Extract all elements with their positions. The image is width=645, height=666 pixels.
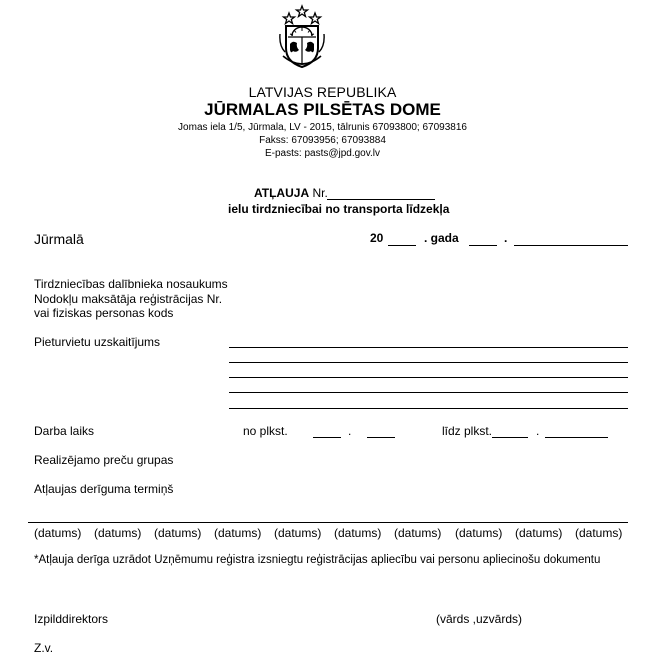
stops-line[interactable] bbox=[229, 377, 628, 378]
stops-list-label: Pieturvietu uzskaitījums bbox=[34, 335, 161, 349]
month-line[interactable] bbox=[514, 245, 628, 246]
day-line[interactable] bbox=[469, 245, 497, 246]
working-hours-label: Darba laiks bbox=[34, 424, 95, 438]
from-hour-line[interactable] bbox=[313, 437, 341, 438]
latvia-coat-of-arms-emblem bbox=[279, 4, 325, 70]
name-surname-label: (vārds ,uzvārds) bbox=[436, 612, 523, 626]
to-time-label: līdz plkst. bbox=[442, 424, 493, 438]
year-prefix: 20 bbox=[370, 231, 384, 245]
gada-label: . gada bbox=[424, 231, 459, 245]
permit-number-line[interactable] bbox=[327, 199, 435, 200]
date-placeholder: (datums) bbox=[455, 526, 503, 540]
place-label: Jūrmalā bbox=[34, 231, 84, 247]
seal-label: Z.v. bbox=[34, 641, 54, 655]
date-placeholder: (datums) bbox=[575, 526, 623, 540]
date-placeholder: (datums) bbox=[214, 526, 262, 540]
stops-line[interactable] bbox=[229, 362, 628, 363]
tax-reg-label-1: Nodokļu maksātāja reģistrācijas Nr. bbox=[34, 292, 223, 306]
tax-reg-label-2: vai fiziskas personas kods bbox=[34, 306, 174, 320]
from-time-dot: . bbox=[348, 424, 352, 438]
validity-dates-line[interactable] bbox=[28, 522, 628, 523]
title-nr-label: Nr. bbox=[312, 186, 328, 200]
date-placeholder: (datums) bbox=[34, 526, 82, 540]
goods-group-label: Realizējamo preču grupas bbox=[34, 453, 174, 467]
document-title bbox=[254, 186, 328, 200]
to-time-dot: . bbox=[536, 424, 540, 438]
date-placeholder: (datums) bbox=[515, 526, 563, 540]
date-placeholder: (datums) bbox=[334, 526, 382, 540]
stops-line[interactable] bbox=[229, 408, 628, 409]
document-subtitle: ielu tirdzniecībai no transporta līdzekļa bbox=[228, 202, 450, 216]
year-line[interactable] bbox=[388, 245, 416, 246]
trader-name-label: Tirdzniecības dalībnieka nosaukums bbox=[34, 277, 228, 291]
validity-label: Atļaujas derīguma termiņš bbox=[34, 482, 174, 496]
from-time-label: no plkst. bbox=[243, 424, 288, 438]
date-placeholder: (datums) bbox=[154, 526, 202, 540]
council-fax: Fakss: 67093956; 67093884 bbox=[259, 135, 386, 146]
date-placeholder: (datums) bbox=[394, 526, 442, 540]
director-label: Izpilddirektors bbox=[34, 612, 109, 626]
council-address: Jomas iela 1/5, Jūrmala, LV - 2015, tālrunis 67093800; 67093816 bbox=[178, 122, 467, 133]
stops-line[interactable] bbox=[229, 392, 628, 393]
date-placeholder: (datums) bbox=[274, 526, 322, 540]
council-email: E-pasts: pasts@jpd.gov.lv bbox=[264, 148, 380, 159]
council-heading: JŪRMALAS PILSĒTAS DOME bbox=[204, 100, 441, 119]
from-minute-line[interactable] bbox=[367, 437, 395, 438]
date-placeholder: (datums) bbox=[94, 526, 142, 540]
to-minute-line[interactable] bbox=[545, 437, 608, 438]
to-hour-line[interactable] bbox=[492, 437, 528, 438]
republic-heading: LATVIJAS REPUBLIKA bbox=[248, 84, 397, 100]
validity-note: *Atļauja derīga uzrādot Uzņēmumu reģistra izsniegtu reģistrācijas apliecību vai personu apliecinošu dokumentu bbox=[34, 554, 601, 566]
date-dot: . bbox=[504, 231, 508, 245]
stops-line[interactable] bbox=[229, 347, 628, 348]
title-label: ATĻAUJA bbox=[254, 186, 310, 200]
